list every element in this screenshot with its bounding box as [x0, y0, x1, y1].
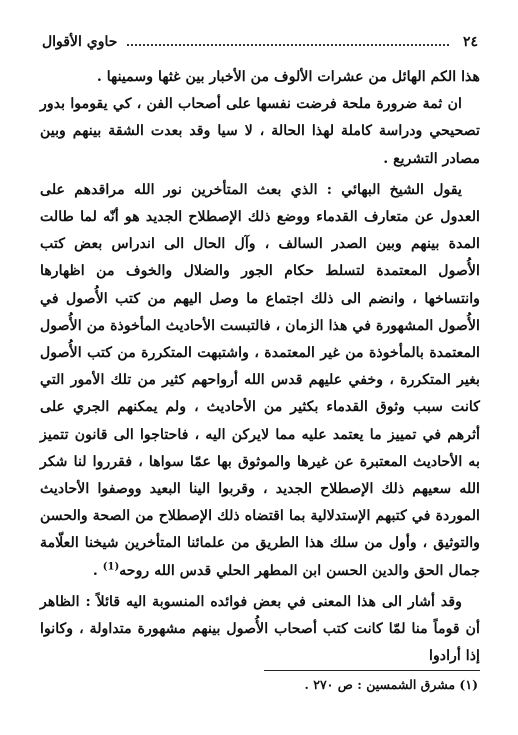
paragraph-2: ان ثمة ضرورة ملحة فرضت نفسها على أصحاب الفن ، كي يقوموا بدور تصحيحي ودراسة كاملة لهذا الحالة ، لا سيا وقد بعدت الشقة بينهم وبين مصادر التشريع .	[40, 96, 480, 167]
footnote-divider	[264, 670, 480, 671]
paragraph-3-period: .	[92, 562, 103, 579]
page-number: ٢٤	[462, 34, 478, 50]
paragraph-3-text: يقول الشيخ البهائي : الذي بعث المتأخرين نور الله مراقدهم على العدول عن متعارف القدماء ووضع ذلك الإصطلاح الجديد هو أنّه لما طالت المدة بينهم وبين الصدر السالف ، وآل الحال الى اندراس بعض كتب الأُصول المعتمدة لتسلط حكام الجور والضلال والخوف من اظهارها وانتساخها ، وانضم الى ذلك اجتماع ما وصل اليهم من كتب الأُصول في الأُصول المشهورة في هذا الزمان ، فالتبست الأحاديث المأخوذة من الأُصول المعتمدة بالمأخوذة من غير المعتمدة ، واشتبهت المتكررة من كتب الأُصول بغير المتكررة ، وخفي عليهم قدس الله أرواحهم كثير من تلك الأمور التي كانت سبب وثوق القدماء بكثير من الأحاديث ، ولم يمكنهم الجري على أثرهم في تمييز ما يعتمد عليه مما لايركن اليه ، فاحتاجوا الى قانون تتميز به الأحاديث المعتبرة عن غيرها والموثوق بها عمّا سواها ، فقرروا لنا شكر الله سعيهم ذلك الإصطلاح الجديد ، وقربوا الينا البعيد ووصفوا الأحاديث الموردة في كتبهم الإستدلالية بما اقتضاه ذلك الإصطلاح من الصحة والحسن والتوثيق ، وأول من سلك هذا الطريق من علمائنا المتأخرين شيخنا العلّامة جمال الحق والدين الحسن ابن المطهر الحلي قدس الله روحه	[40, 181, 480, 579]
footnote: (١) مشرق الشمسين : ص ٢٧٠ .	[304, 677, 478, 692]
header-dotted-leader	[127, 44, 449, 46]
footnote-reference: (1)	[102, 560, 120, 572]
paragraph-4: وقد أشار الى هذا المعنى في بعض فوائده المنسوبة اليه قائلاً : الظاهر أن قوماً منا لمّا كانت كتب أصحاب الأُصول بينهم مشهورة متداولة ، وكانوا إذا أرادوا	[40, 593, 480, 665]
page-header	[42, 30, 478, 54]
paragraph-3	[40, 177, 480, 585]
body-text	[40, 64, 480, 670]
running-title: حاوي الأقوال	[42, 34, 118, 50]
paragraph-1: هذا الكم الهائل من عشرات الألوف من الأخبار بين غثها وسمينها .	[96, 69, 480, 85]
